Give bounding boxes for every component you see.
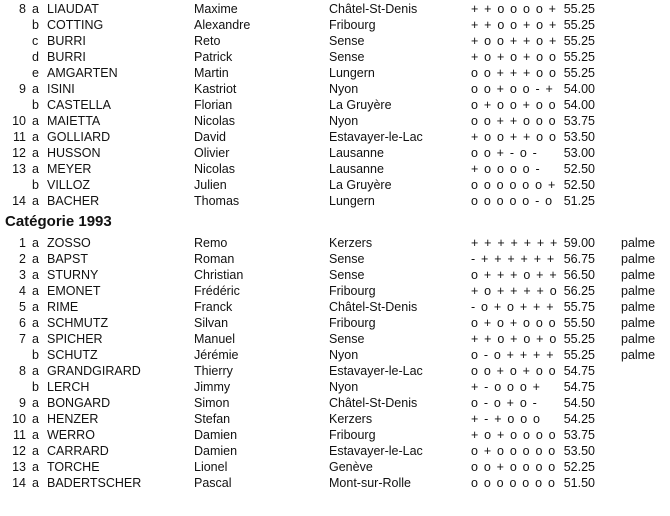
marks-cell: + + o o o o + bbox=[471, 2, 557, 16]
points-cell: 56.75 bbox=[563, 252, 595, 266]
club-cell: Genève bbox=[329, 460, 373, 474]
result-row bbox=[0, 235, 670, 251]
marks-cell: o - o + o - bbox=[471, 396, 538, 410]
tie-letter-cell: a bbox=[32, 114, 39, 128]
result-row bbox=[0, 427, 670, 443]
palme-note: palme bbox=[621, 300, 656, 314]
surname-cell: HENZER bbox=[47, 412, 99, 426]
club-cell: Mont-sur-Rolle bbox=[329, 476, 411, 490]
result-row bbox=[0, 475, 670, 491]
result-row bbox=[0, 177, 670, 193]
marks-cell: o o + o o o o bbox=[471, 460, 556, 474]
marks-cell: o o + + + o o bbox=[471, 66, 557, 80]
club-cell: Nyon bbox=[329, 82, 359, 96]
rank-cell: 5 bbox=[19, 300, 26, 314]
tie-letter-cell: a bbox=[32, 316, 39, 330]
rank-cell: 6 bbox=[19, 316, 26, 330]
marks-cell: o + + + o + + bbox=[471, 268, 558, 282]
points-cell: 56.50 bbox=[563, 268, 595, 282]
rank-cell: 7 bbox=[19, 332, 26, 346]
club-cell: Lausanne bbox=[329, 162, 384, 176]
firstname-cell: Remo bbox=[194, 236, 228, 250]
palme-note: palme bbox=[621, 236, 656, 250]
marks-cell: + o + + + + o bbox=[471, 284, 558, 298]
club-cell: Nyon bbox=[329, 380, 359, 394]
marks-cell: + o + o + o o bbox=[471, 50, 557, 64]
rank-cell: 2 bbox=[19, 252, 26, 266]
surname-cell: EMONET bbox=[47, 284, 101, 298]
points-cell: 55.25 bbox=[563, 66, 595, 80]
firstname-cell: Frédéric bbox=[194, 284, 240, 298]
rank-cell: 9 bbox=[19, 396, 26, 410]
result-row bbox=[0, 129, 670, 145]
result-row bbox=[0, 97, 670, 113]
club-cell: Sense bbox=[329, 50, 365, 64]
marks-cell: + - o o o + bbox=[471, 380, 541, 394]
club-cell: Sense bbox=[329, 268, 365, 282]
club-cell: Lungern bbox=[329, 66, 375, 80]
surname-cell: MAIETTA bbox=[47, 114, 101, 128]
tie-letter-cell: a bbox=[32, 284, 39, 298]
marks-cell: o o + + o o o bbox=[471, 114, 557, 128]
points-cell: 56.25 bbox=[563, 284, 595, 298]
club-cell: Kerzers bbox=[329, 412, 373, 426]
points-cell: 54.00 bbox=[563, 82, 595, 96]
points-cell: 52.25 bbox=[563, 460, 595, 474]
rank-cell: 10 bbox=[12, 114, 26, 128]
firstname-cell: Silvan bbox=[194, 316, 229, 330]
club-cell: Fribourg bbox=[329, 18, 376, 32]
category-heading: Catégorie 1993 bbox=[5, 213, 112, 230]
marks-cell: + + o + o + o bbox=[471, 332, 557, 346]
surname-cell: COTTING bbox=[47, 18, 104, 32]
palme-note: palme bbox=[621, 332, 656, 346]
points-cell: 53.50 bbox=[563, 444, 595, 458]
club-cell: Sense bbox=[329, 332, 365, 346]
result-row bbox=[0, 411, 670, 427]
results-section bbox=[0, 0, 670, 209]
result-row bbox=[0, 145, 670, 161]
rank-cell: 8 bbox=[19, 364, 26, 378]
club-cell: Fribourg bbox=[329, 428, 376, 442]
result-row bbox=[0, 267, 670, 283]
tie-letter-cell: e bbox=[32, 66, 39, 80]
result-row bbox=[0, 49, 670, 65]
firstname-cell: Roman bbox=[194, 252, 235, 266]
points-cell: 52.50 bbox=[563, 162, 595, 176]
firstname-cell: Stefan bbox=[194, 412, 231, 426]
surname-cell: RIME bbox=[47, 300, 79, 314]
palme-note: palme bbox=[621, 252, 656, 266]
tie-letter-cell: a bbox=[32, 332, 39, 346]
marks-cell: + o o + + o + bbox=[471, 34, 557, 48]
surname-cell: BAPST bbox=[47, 252, 88, 266]
result-row bbox=[0, 33, 670, 49]
tie-letter-cell: a bbox=[32, 162, 39, 176]
tie-letter-cell: a bbox=[32, 146, 39, 160]
rank-cell: 12 bbox=[12, 146, 26, 160]
points-cell: 51.50 bbox=[563, 476, 595, 490]
tie-letter-cell: a bbox=[32, 130, 39, 144]
surname-cell: CARRARD bbox=[47, 444, 109, 458]
marks-cell: o o o o o o o bbox=[471, 476, 556, 490]
result-row bbox=[0, 1, 670, 17]
rank-cell: 13 bbox=[12, 162, 26, 176]
tie-letter-cell: a bbox=[32, 268, 39, 282]
points-cell: 54.75 bbox=[563, 380, 595, 394]
points-cell: 55.25 bbox=[563, 2, 595, 16]
tie-letter-cell: a bbox=[32, 364, 39, 378]
result-row bbox=[0, 331, 670, 347]
tie-letter-cell: a bbox=[32, 428, 39, 442]
club-cell: Lausanne bbox=[329, 146, 384, 160]
points-cell: 52.50 bbox=[563, 178, 595, 192]
tie-letter-cell: a bbox=[32, 252, 39, 266]
club-cell: Châtel-St-Denis bbox=[329, 2, 418, 16]
surname-cell: AMGARTEN bbox=[47, 66, 118, 80]
firstname-cell: Pascal bbox=[194, 476, 232, 490]
result-row bbox=[0, 161, 670, 177]
tie-letter-cell: b bbox=[32, 178, 39, 192]
tie-letter-cell: a bbox=[32, 300, 39, 314]
surname-cell: BACHER bbox=[47, 194, 100, 208]
tie-letter-cell: b bbox=[32, 348, 39, 362]
result-row bbox=[0, 443, 670, 459]
surname-cell: HUSSON bbox=[47, 146, 101, 160]
firstname-cell: Patrick bbox=[194, 50, 233, 64]
club-cell: Sense bbox=[329, 252, 365, 266]
result-row bbox=[0, 347, 670, 363]
firstname-cell: Olivier bbox=[194, 146, 230, 160]
palme-note: palme bbox=[621, 284, 656, 298]
result-row bbox=[0, 113, 670, 129]
result-row bbox=[0, 283, 670, 299]
points-cell: 55.25 bbox=[563, 50, 595, 64]
club-cell: Nyon bbox=[329, 114, 359, 128]
surname-cell: BONGARD bbox=[47, 396, 111, 410]
surname-cell: GRANDGIRARD bbox=[47, 364, 141, 378]
firstname-cell: Martin bbox=[194, 66, 229, 80]
marks-cell: o + o o + o o bbox=[471, 98, 557, 112]
tie-letter-cell: a bbox=[32, 82, 39, 96]
surname-cell: LERCH bbox=[47, 380, 90, 394]
palme-note: palme bbox=[621, 268, 656, 282]
surname-cell: ISINI bbox=[47, 82, 75, 96]
result-row bbox=[0, 459, 670, 475]
marks-cell: + o o + + o o bbox=[471, 130, 557, 144]
marks-cell: o o o o o - o bbox=[471, 194, 553, 208]
firstname-cell: Jérémie bbox=[194, 348, 239, 362]
surname-cell: TORCHE bbox=[47, 460, 100, 474]
rank-cell: 8 bbox=[19, 2, 26, 16]
result-row bbox=[0, 65, 670, 81]
result-row bbox=[0, 379, 670, 395]
points-cell: 59.00 bbox=[563, 236, 595, 250]
points-cell: 55.25 bbox=[563, 348, 595, 362]
club-cell: Châtel-St-Denis bbox=[329, 396, 418, 410]
rank-cell: 11 bbox=[13, 130, 26, 144]
points-cell: 54.50 bbox=[563, 396, 595, 410]
marks-cell: - o + o + + + bbox=[471, 300, 555, 314]
firstname-cell: Nicolas bbox=[194, 114, 235, 128]
marks-cell: + + + + + + + bbox=[471, 236, 558, 250]
points-cell: 53.75 bbox=[563, 114, 595, 128]
points-cell: 54.75 bbox=[563, 364, 595, 378]
rank-cell: 10 bbox=[12, 412, 26, 426]
firstname-cell: Kastriot bbox=[194, 82, 237, 96]
surname-cell: STURNY bbox=[47, 268, 99, 282]
marks-cell: + o o o o - bbox=[471, 162, 541, 176]
marks-cell: + - + o o o bbox=[471, 412, 541, 426]
marks-cell: - + + + + + + bbox=[471, 252, 555, 266]
points-cell: 53.00 bbox=[563, 146, 595, 160]
rank-cell: 11 bbox=[13, 428, 26, 442]
club-cell: Kerzers bbox=[329, 236, 373, 250]
surname-cell: MEYER bbox=[47, 162, 92, 176]
tie-letter-cell: a bbox=[32, 236, 39, 250]
tie-letter-cell: b bbox=[32, 18, 39, 32]
club-cell: Sense bbox=[329, 34, 365, 48]
marks-cell: o o o o o o + bbox=[471, 178, 556, 192]
marks-cell: o - o + + + + bbox=[471, 348, 555, 362]
surname-cell: GOLLIARD bbox=[47, 130, 111, 144]
surname-cell: VILLOZ bbox=[47, 178, 91, 192]
rank-cell: 4 bbox=[19, 284, 26, 298]
result-row bbox=[0, 299, 670, 315]
points-cell: 55.25 bbox=[563, 18, 595, 32]
rank-cell: 14 bbox=[12, 476, 26, 490]
points-cell: 53.50 bbox=[563, 130, 595, 144]
firstname-cell: Simon bbox=[194, 396, 230, 410]
palme-note: palme bbox=[621, 348, 656, 362]
rank-cell: 1 bbox=[19, 236, 26, 250]
result-row bbox=[0, 251, 670, 267]
club-cell: Estavayer-le-Lac bbox=[329, 130, 423, 144]
result-row bbox=[0, 81, 670, 97]
rank-cell: 12 bbox=[12, 444, 26, 458]
firstname-cell: Florian bbox=[194, 98, 233, 112]
points-cell: 54.25 bbox=[563, 412, 595, 426]
tie-letter-cell: a bbox=[32, 460, 39, 474]
surname-cell: CASTELLA bbox=[47, 98, 111, 112]
surname-cell: BURRI bbox=[47, 34, 86, 48]
result-row bbox=[0, 315, 670, 331]
surname-cell: BADERTSCHER bbox=[47, 476, 142, 490]
tie-letter-cell: a bbox=[32, 396, 39, 410]
rank-cell: 14 bbox=[12, 194, 26, 208]
firstname-cell: Manuel bbox=[194, 332, 235, 346]
tie-letter-cell: a bbox=[32, 412, 39, 426]
rank-cell: 13 bbox=[12, 460, 26, 474]
club-cell: Estavayer-le-Lac bbox=[329, 444, 423, 458]
club-cell: Châtel-St-Denis bbox=[329, 300, 418, 314]
result-row bbox=[0, 363, 670, 379]
marks-cell: o o + - o - bbox=[471, 146, 538, 160]
points-cell: 53.75 bbox=[563, 428, 595, 442]
surname-cell: SCHUTZ bbox=[47, 348, 98, 362]
marks-cell: o o + o + o o bbox=[471, 364, 557, 378]
firstname-cell: Thierry bbox=[194, 364, 233, 378]
firstname-cell: Maxime bbox=[194, 2, 238, 16]
firstname-cell: Julien bbox=[194, 178, 227, 192]
surname-cell: SCHMUTZ bbox=[47, 316, 109, 330]
tie-letter-cell: a bbox=[32, 444, 39, 458]
surname-cell: SPICHER bbox=[47, 332, 103, 346]
points-cell: 55.50 bbox=[563, 316, 595, 330]
marks-cell: o + o + o o o bbox=[471, 316, 557, 330]
tie-letter-cell: a bbox=[32, 476, 39, 490]
club-cell: Nyon bbox=[329, 348, 359, 362]
palme-note: palme bbox=[621, 316, 656, 330]
rank-cell: 9 bbox=[19, 82, 26, 96]
firstname-cell: Reto bbox=[194, 34, 221, 48]
tie-letter-cell: d bbox=[32, 50, 39, 64]
tie-letter-cell: c bbox=[32, 34, 39, 48]
firstname-cell: Christian bbox=[194, 268, 244, 282]
points-cell: 55.75 bbox=[563, 300, 595, 314]
points-cell: 55.25 bbox=[563, 34, 595, 48]
tie-letter-cell: b bbox=[32, 98, 39, 112]
firstname-cell: Alexandre bbox=[194, 18, 251, 32]
surname-cell: LIAUDAT bbox=[47, 2, 99, 16]
result-row bbox=[0, 395, 670, 411]
club-cell: La Gruyère bbox=[329, 98, 392, 112]
firstname-cell: David bbox=[194, 130, 226, 144]
rank-cell: 3 bbox=[19, 268, 26, 282]
tie-letter-cell: b bbox=[32, 380, 39, 394]
firstname-cell: Thomas bbox=[194, 194, 240, 208]
firstname-cell: Damien bbox=[194, 428, 238, 442]
club-cell: Estavayer-le-Lac bbox=[329, 364, 423, 378]
marks-cell: o o + o o - + bbox=[471, 82, 554, 96]
result-row bbox=[0, 17, 670, 33]
points-cell: 54.00 bbox=[563, 98, 595, 112]
surname-cell: WERRO bbox=[47, 428, 95, 442]
club-cell: Lungern bbox=[329, 194, 375, 208]
marks-cell: + + o o + o + bbox=[471, 18, 557, 32]
firstname-cell: Damien bbox=[194, 444, 238, 458]
firstname-cell: Nicolas bbox=[194, 162, 235, 176]
results-section bbox=[0, 209, 670, 491]
surname-cell: BURRI bbox=[47, 50, 86, 64]
tie-letter-cell: a bbox=[32, 194, 39, 208]
points-cell: 51.25 bbox=[563, 194, 595, 208]
firstname-cell: Lionel bbox=[194, 460, 228, 474]
marks-cell: + o + o o o o bbox=[471, 428, 557, 442]
marks-cell: o + o o o o o bbox=[471, 444, 556, 458]
tie-letter-cell: a bbox=[32, 2, 39, 16]
firstname-cell: Franck bbox=[194, 300, 233, 314]
club-cell: La Gruyère bbox=[329, 178, 392, 192]
surname-cell: ZOSSO bbox=[47, 236, 91, 250]
firstname-cell: Jimmy bbox=[194, 380, 231, 394]
points-cell: 55.25 bbox=[563, 332, 595, 346]
club-cell: Fribourg bbox=[329, 284, 376, 298]
result-row bbox=[0, 193, 670, 209]
club-cell: Fribourg bbox=[329, 316, 376, 330]
